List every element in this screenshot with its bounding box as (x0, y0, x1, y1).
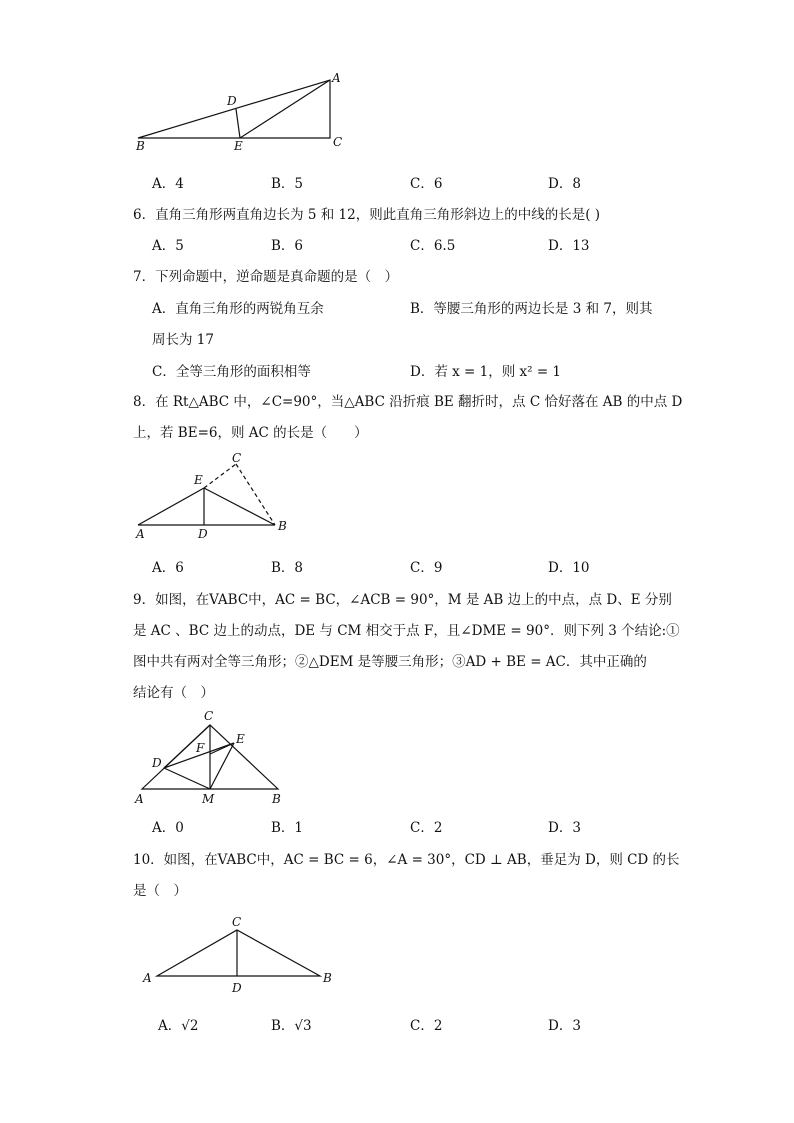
q9-stem-line3: 图中共有两对全等三角形；②△DEM 是等腰三角形；③AD + BE = AC．其中正确的 (133, 654, 647, 670)
q5-segment-de (236, 109, 240, 138)
q7-option-d[interactable]: D．若 x = 1，则 x² = 1 (410, 364, 562, 380)
q7-option-c[interactable]: C．全等三角形的面积相等 (152, 364, 311, 380)
q7-option-b[interactable]: B．等腰三角形的两边长是 3 和 7，则其 (410, 301, 653, 317)
q9-option-b[interactable]: B．1 (271, 820, 304, 836)
q10-figure (135, 910, 345, 1000)
q9-option-c[interactable]: C．2 (410, 820, 443, 836)
q5-label-e: E (234, 139, 243, 153)
q8-option-b[interactable]: B．8 (271, 560, 304, 576)
q7-option-a[interactable]: A．直角三角形的两锐角互余 (152, 301, 324, 317)
q10-option-d[interactable]: D．3 (548, 1018, 581, 1034)
q5-figure (130, 70, 360, 160)
q10-label-c: C (232, 915, 242, 929)
q5-triangle-abc (138, 80, 330, 138)
q10-stem-line2: 是（ ） (133, 883, 187, 899)
q8-option-d[interactable]: D．10 (548, 560, 590, 576)
q9-stem-line4: 结论有（ ） (133, 685, 214, 701)
q9-label-c: C (204, 709, 214, 723)
q5-label-d: D (227, 94, 237, 108)
q10-label-d: D (232, 981, 242, 995)
q8-label-e: E (194, 473, 203, 487)
q8-dashed-ec (204, 464, 236, 488)
q5-option-a[interactable]: A．4 (152, 176, 184, 192)
q8-segment-ae (138, 488, 204, 525)
q6-option-a[interactable]: A．5 (152, 238, 184, 254)
q8-dashed-cb (236, 464, 275, 525)
q9-label-a: A (135, 792, 144, 806)
q6-option-c[interactable]: C．6.5 (410, 238, 456, 254)
q9-segment-ef (210, 743, 234, 754)
q8-label-b: B (278, 519, 287, 533)
q5-segment-ae (240, 80, 330, 138)
q10-triangle-abc (157, 930, 320, 976)
q10-stem-line1: 10．如图，在VABC中，AC = BC = 6，∠A = 30°，CD ⊥ AB，垂足为 D，则 CD 的长 (133, 852, 680, 868)
q9-option-a[interactable]: A．0 (152, 820, 184, 836)
q10-label-b: B (323, 971, 332, 985)
q9-label-b: B (272, 792, 281, 806)
q10-label-a: A (143, 971, 152, 985)
q8-option-c[interactable]: C．9 (410, 560, 443, 576)
q5-label-b: B (136, 139, 145, 153)
q9-stem-line1: 9．如图，在VABC中，AC = BC，∠ACB = 90°，M 是 AB 边上的中点，点 D、E 分别 (133, 592, 672, 608)
q9-label-d: D (152, 756, 162, 770)
q9-label-e: E (236, 732, 245, 746)
q10-option-c[interactable]: C．2 (410, 1018, 443, 1034)
q5-option-d[interactable]: D．8 (548, 176, 581, 192)
q5-label-a: A (332, 71, 341, 85)
q7-stem: 7．下列命题中，逆命题是真命题的是（ ） (133, 269, 399, 285)
q8-stem-line1: 8．在 Rt△ABC 中，∠C=90°，当△ABC 沿折痕 BE 翻折时，点 C 恰好落在 AB 的中点 D (133, 394, 683, 410)
q8-label-a: A (136, 527, 145, 541)
q9-figure (130, 705, 295, 810)
q5-option-c[interactable]: C．6 (410, 176, 443, 192)
q9-label-f: F (196, 741, 205, 755)
q9-label-m: M (202, 792, 215, 806)
q5-label-c: C (333, 135, 343, 149)
q6-option-d[interactable]: D．13 (548, 238, 590, 254)
q7-option-b-continued: 周长为 17 (152, 332, 214, 348)
q10-option-b[interactable]: B．√3 (271, 1018, 312, 1034)
q8-segment-eb (204, 488, 275, 525)
q9-segment-dm (164, 768, 210, 789)
q8-option-a[interactable]: A．6 (152, 560, 184, 576)
q6-stem: 6．直角三角形两直角边长为 5 和 12，则此直角三角形斜边上的中线的长是( ) (133, 207, 601, 223)
q5-option-b[interactable]: B．5 (271, 176, 304, 192)
q8-label-c: C (232, 451, 242, 465)
q10-option-a[interactable]: A．√2 (158, 1018, 199, 1034)
q9-stem-line2: 是 AC 、BC 边上的动点，DE 与 CM 相交于点 F，且∠DME = 90°．则下列 3 个结论:① (133, 623, 680, 639)
q8-label-d: D (198, 527, 208, 541)
q9-option-d[interactable]: D．3 (548, 820, 581, 836)
q6-option-b[interactable]: B．6 (271, 238, 304, 254)
q8-figure (130, 450, 295, 545)
q8-stem-line2: 上，若 BE=6，则 AC 的长是（ ） (133, 425, 368, 441)
